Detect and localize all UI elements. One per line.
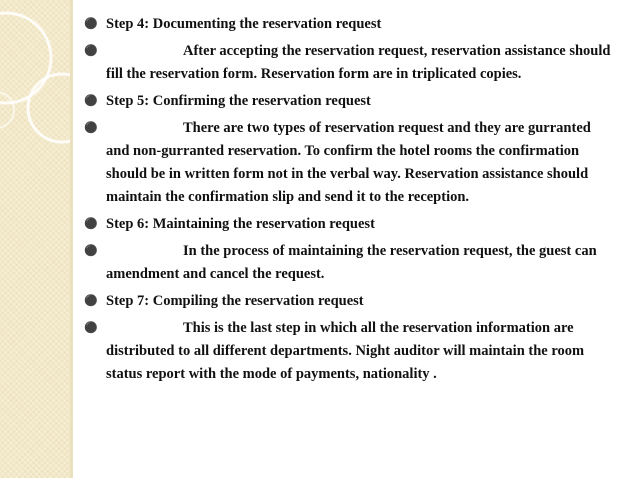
slide-content bbox=[84, 13, 614, 390]
bullet-text: In the process of maintaining the reservation request, the guest can amendment and cancel the request. bbox=[106, 243, 597, 282]
bullet-text: This is the last step in which all the reservation information are distributed to all different departments. Night auditor will maintain the room status report with the mode of payments, nationality . bbox=[106, 320, 585, 382]
bullet-text: There are two types of reservation request and they are gurranted and non-gurranted reservation. To confirm the hotel rooms the confirmation should be in written form not in the verbal way. Reservation assistance should maintain the confirmation slip and send it to the reception. bbox=[106, 120, 591, 205]
bullet-item-step-7-detail bbox=[84, 317, 614, 386]
bullet-item-step-5-detail bbox=[84, 117, 614, 209]
bullet-dot-icon: ⚫ bbox=[84, 245, 98, 257]
bullet-text: Step 5: Confirming the reservation request bbox=[106, 93, 371, 109]
decorative-sidebar bbox=[0, 0, 70, 478]
bullet-dot-icon: ⚫ bbox=[84, 122, 98, 134]
bullet-dot-icon: ⚫ bbox=[84, 295, 98, 307]
bullet-item-step-6-detail bbox=[84, 240, 614, 286]
sidebar-divider bbox=[70, 0, 73, 478]
bullet-dot-icon: ⚫ bbox=[84, 322, 98, 334]
bullet-dot-icon: ⚫ bbox=[84, 18, 98, 30]
bullet-item-step-5 bbox=[84, 90, 614, 113]
bullet-item-step-4-detail bbox=[84, 40, 614, 86]
bullet-dot-icon: ⚫ bbox=[84, 218, 98, 230]
bullet-item-step-4 bbox=[84, 13, 614, 36]
bullet-text: Step 7: Compiling the reservation request bbox=[106, 293, 364, 309]
bullet-text: Step 4: Documenting the reservation request bbox=[106, 16, 382, 32]
bullet-text: Step 6: Maintaining the reservation request bbox=[106, 216, 375, 232]
bullet-text: After accepting the reservation request, reservation assistance should fill the reservation form. Reservation form are in triplicated copies. bbox=[106, 43, 611, 82]
bullet-dot-icon: ⚫ bbox=[84, 95, 98, 107]
decorative-circles bbox=[0, 0, 70, 478]
bullet-item-step-7 bbox=[84, 290, 614, 313]
bullet-item-step-6 bbox=[84, 213, 614, 236]
bullet-dot-icon: ⚫ bbox=[84, 45, 98, 57]
